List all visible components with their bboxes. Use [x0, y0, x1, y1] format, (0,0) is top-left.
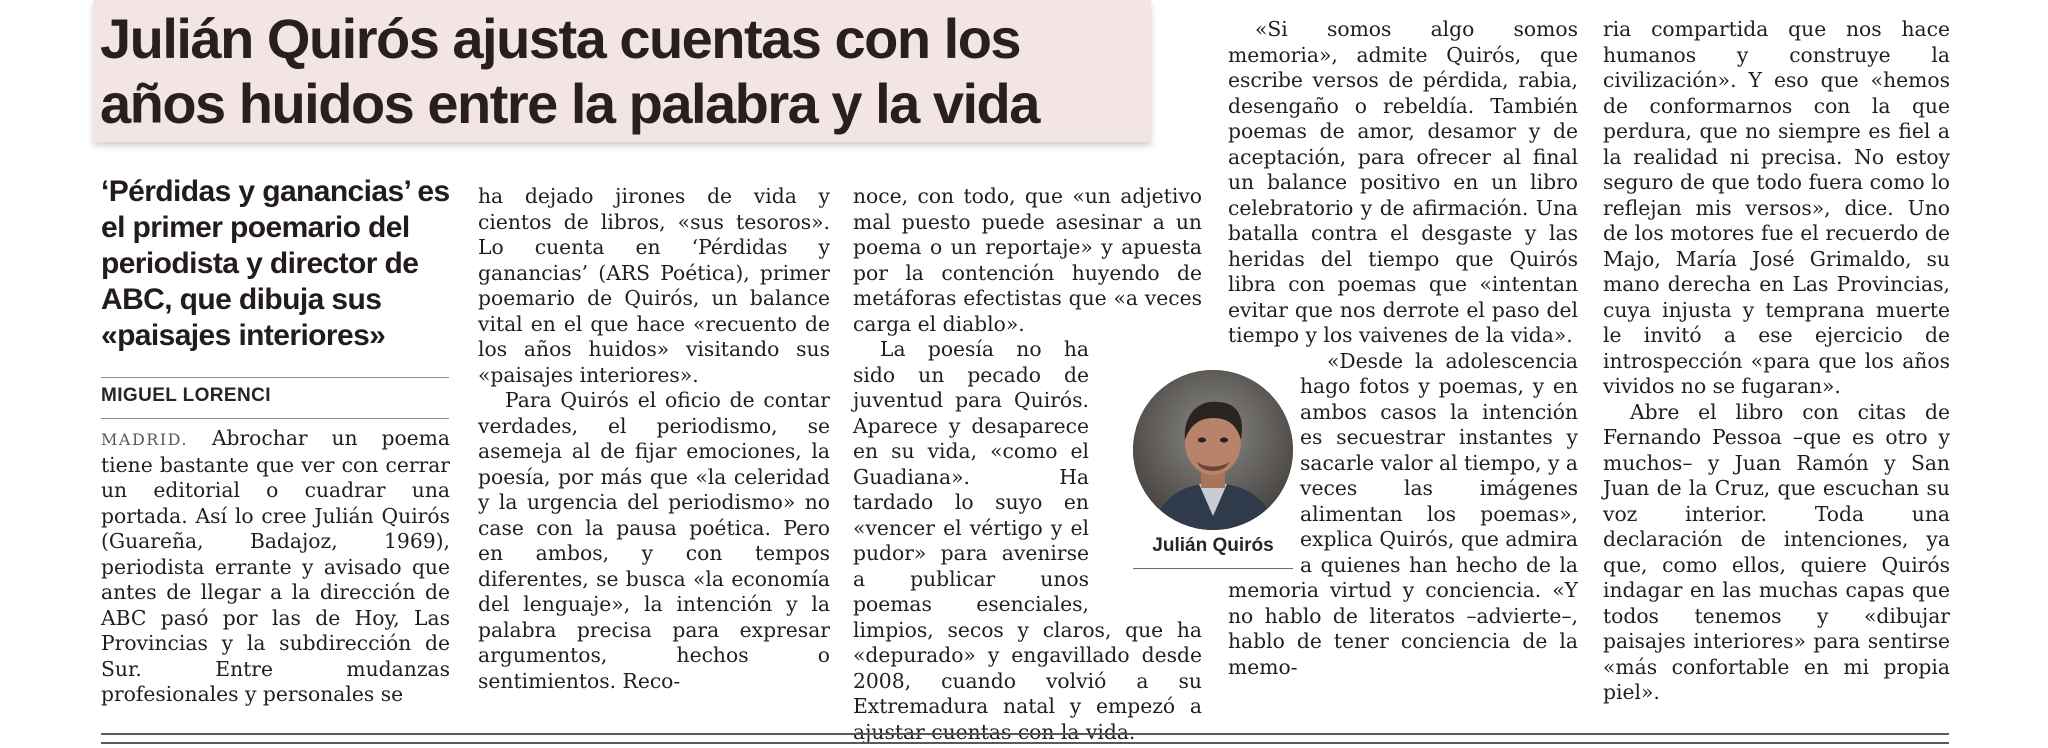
paragraph: La poesía no ha sido un pecado de juventud para Quirós. Aparece y desaparece en su vida, «como el Guadiana». Ha tardado lo suyo en «vencer el vértigo y el pudor» para avenirse a publicar unos poemas esenciales, limpios, secos y claros, que ha «depurado» y engavillado desde 2008, cuando volvió a su Extremadura natal y empezó a ajustar cuentas con la vida. — [853, 337, 1202, 744]
paragraph-text: Abrochar un poema tiene bastante que ver con cerrar un editorial o cuadrar una portada. Así lo cree Julián Quirós (Guareña, Badajoz, 1969), periodista errante y avisado que antes de llegar a la dirección de ABC pasó por las de Hoy, Las Provincias y la subdirección de Sur. Entre mudanzas profesionales y personales se — [101, 426, 450, 706]
subtitle: ‘Pérdidas y ganancias’ es el primer poemario del periodista y director de ABC, que dibuja sus «paisajes interiores» — [101, 175, 450, 352]
bottom-rule — [101, 733, 1949, 735]
paragraph — [101, 426, 450, 708]
column-2 — [478, 184, 830, 694]
portrait-photo — [1133, 370, 1293, 530]
column-1 — [101, 426, 450, 708]
paragraph: Para Quirós el oficio de contar verdades, el periodismo, se asemeja al de fijar emociones, la poesía, por más que «la celeridad y la urgencia del periodismo» no case con la pausa poética. Pero en ambos, y con tempos diferentes, se busca «la economía del lenguaje», la intención y la palabra precisa para expresar argumentos, hechos o sentimientos. Reco- — [478, 388, 830, 693]
column-4 — [1228, 17, 1578, 680]
headline: Julián Quirós ajusta cuentas con los años huidos entre la palabra y la vida — [100, 7, 1039, 135]
dateline: MADRID. — [101, 430, 188, 449]
paragraph: noce, con todo, que «un adjetivo mal puesto puede asesinar a un poema o un reportaje» y apuesta por la contención huyendo de metáforas efectistas que «a veces carga el diablo». — [853, 184, 1202, 336]
caption-rule — [1133, 568, 1293, 569]
paragraph: Abre el libro con citas de Fernando Pessoa –que es otro y muchos– y Juan Ramón y San Juan de la Cruz, que escuchan su voz interior. Toda una declaración de intenciones, ya que, como ellos, quiere Quirós indagar en las muchas capas que todos tenemos y «dibujar paisajes interiores» para sentirse «más confortable en mi propia piel». — [1603, 399, 1950, 704]
bottom-rule — [101, 742, 1949, 744]
paragraph: ha dejado jirones de vida y cientos de libros, «sus tesoros». Lo cuenta en ‘Pérdidas y ganancias’ (ARS Poética), primer poemario de Quirós, un balance vital en el que hace «recuento de los años huidos» visitando sus «paisajes interiores». — [478, 184, 830, 387]
column-5 — [1603, 17, 1950, 706]
byline-top-rule — [101, 377, 449, 378]
paragraph: «Si somos algo somos memoria», admite Quirós, que escribe versos de pérdida, rabia, desengaño o rebeldía. También poemas de amor, desamor y de aceptación, para ofrecer al final un balance positivo en un libro celebratorio y de afirmación. Una batalla contra el desgaste y las heridas del tiempo que Quirós libra con poemas que «intentan evitar que nos derrote el paso del tiempo y los vaivenes de la vida». — [1228, 17, 1578, 347]
byline: MIGUEL LORENCI — [101, 385, 271, 406]
paragraph: «Desde la adolescencia hago fotos y poemas, y en ambos casos la intención es secuestrar instantes y sacarle valor al tiempo, y a veces las imágenes alimentan los poemas», explica Quirós, que admira a quienes han hecho de la memoria virtud y conciencia. «Y no hablo de literatos –advierte–, hablo de tener conciencia de la memo- — [1228, 348, 1578, 679]
paragraph: ria compartida que nos hace humanos y construye la civilización». Y eso que «hemos de conformarnos con la que perdura, que no siempre es fiel a la realidad ni precisa. No estoy seguro de que todo fuera como lo reflejan mis versos», dice. Uno de los motores fue el recuerdo de Majo, María José Grimaldo, su mano derecha en Las Provincias, cuya injusta y temprana muerte le invitó a ese ejercicio de introspección «para que los años vividos no se fugaran». — [1603, 17, 1950, 398]
byline-bottom-rule — [101, 418, 449, 419]
portrait-illustration — [1133, 370, 1293, 530]
photo-caption: Julián Quirós — [1152, 535, 1274, 556]
